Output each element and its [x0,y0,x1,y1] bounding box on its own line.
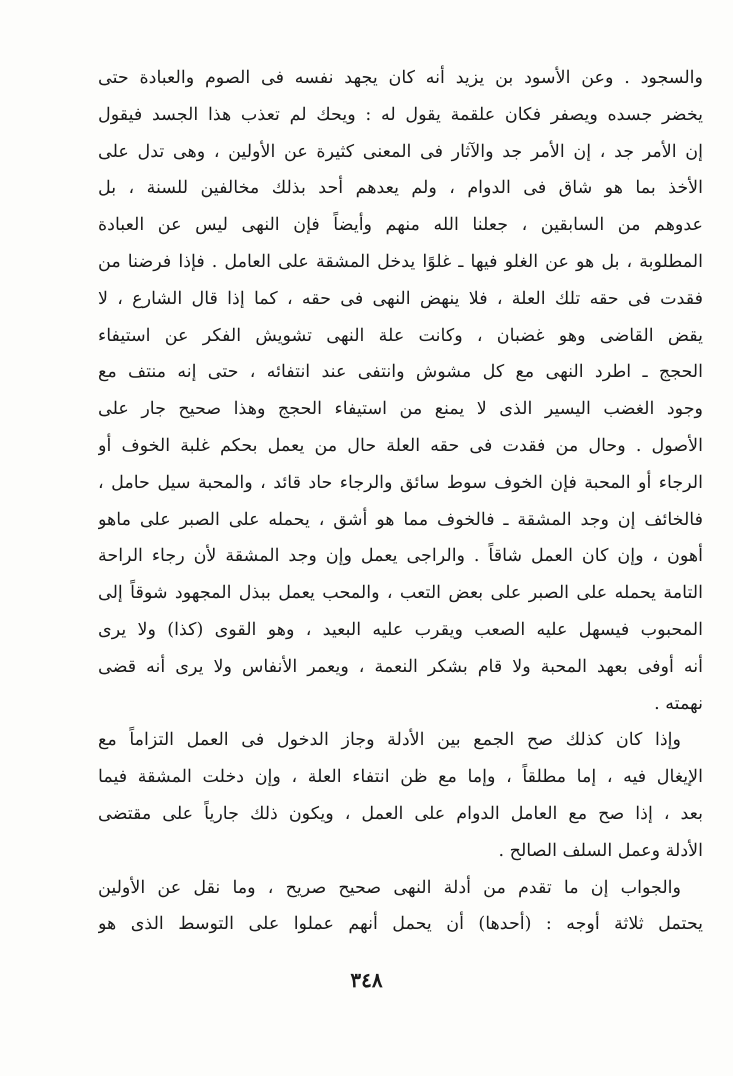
text-line-paragraph-start: وإذا كان كذلك صح الجمع بين الأدلة وجاز الدخول فى العمل التزاماً مع [98,730,681,751]
text-line: والسجود . وعن الأسود بن يزيد أنه كان يجهد نفسه فى الصوم والعبادة حتى [98,68,703,88]
text-line: يقض القاضى وهو غضبان ، وكانت علة النهى تشويش الفكر عن استيفاء [98,325,703,346]
text-line-paragraph-start: والجواب إن ما تقدم من أدلة النهى صحيح صريح ، وما نقل عن الأولين [98,877,681,898]
text-line: عدوهم من السابقين ، جعلنا الله منهم وأيضاً فإن النهى ليس عن العبادة [98,215,703,236]
text-line: بعد ، إذا صح مع العامل الدوام على العمل ، ويكون ذلك جارياً على مقتضى [98,803,703,824]
text-line: وجود الغضب اليسير الذى لا يمنع من استيفاء الحجج وهذا صحيح جار على [98,399,703,420]
text-line: يخضر جسده ويصفر فكان علقمة يقول له : ويحك لم تعذب هذا الجسد فيقول [98,104,703,125]
body-text [98,60,703,943]
text-line: أهون ، وإن كان العمل شاقاً . والراجى يعمل وإن وجد المشقة لأن رجاء الراحة [98,546,703,567]
text-line-paragraph-end: الأدلة وعمل السلف الصالح . [498,840,703,861]
text-line: المطلوبة ، بل هو عن الغلو فيها ـ غلوًا يدخل المشقة على العامل . فإذا فرضنا من [98,251,703,272]
text-line: يحتمل ثلاثة أوجه : (أحدها) أن يحمل أنهم عملوا على التوسط الذى هو [98,914,703,935]
page-number: ٣٤٨ [350,968,383,992]
text-line: إن الأمر جد ، إن الأمر جد والآثار فى المعنى كثيرة عن الأولين ، وهى تدل على [98,141,703,162]
text-line: التامة يحمله على الصبر على بعض التعب ، والمحب يعمل ببذل المجهود شوقاً إلى [98,583,703,604]
text-line-paragraph-end: نهمته . [654,693,703,714]
text-line: أنه أوفى بعهد المحبة ولا قام بشكر النعمة ، ويعمر الأنفاس ولا يرى أنه قضى [98,656,703,677]
text-line: الأصول . وحال من فقدت فى حقه العلة حال من يعمل بحكم غلبة الخوف أو [98,435,703,456]
text-line: الحجج ـ اطرد النهى مع كل مشوش وانتفى عند انتفائه ، حتى إنه منتف مع [98,362,703,383]
text-line: فقدت فى حقه تلك العلة ، فلا ينهض النهى فى حقه ، كما إذا قال الشارع ، لا [98,288,703,309]
text-line: الإيغال فيه ، إما مطلقاً ، وإما مع ظن انتفاء العلة ، وإن دخلت المشقة فيما [98,767,703,788]
text-line: الأخذ بما هو شاق فى الدوام ، ولم يعدهم أحد بذلك مخالفين للسنة ، بل [98,178,703,199]
text-line: فالخائف إن وجد المشقة ـ فالخوف مما هو أشق ، يحمله على الصبر على ماهو [98,509,703,530]
text-line: الرجاء أو المحبة فإن الخوف سوط سائق والرجاء حاد قائد ، والمحبة سيل حامل ، [98,472,703,493]
text-line: المحبوب فيسهل عليه الصعب ويقرب عليه البعيد ، وهو القوى (كذا) ولا يرى [98,619,703,640]
